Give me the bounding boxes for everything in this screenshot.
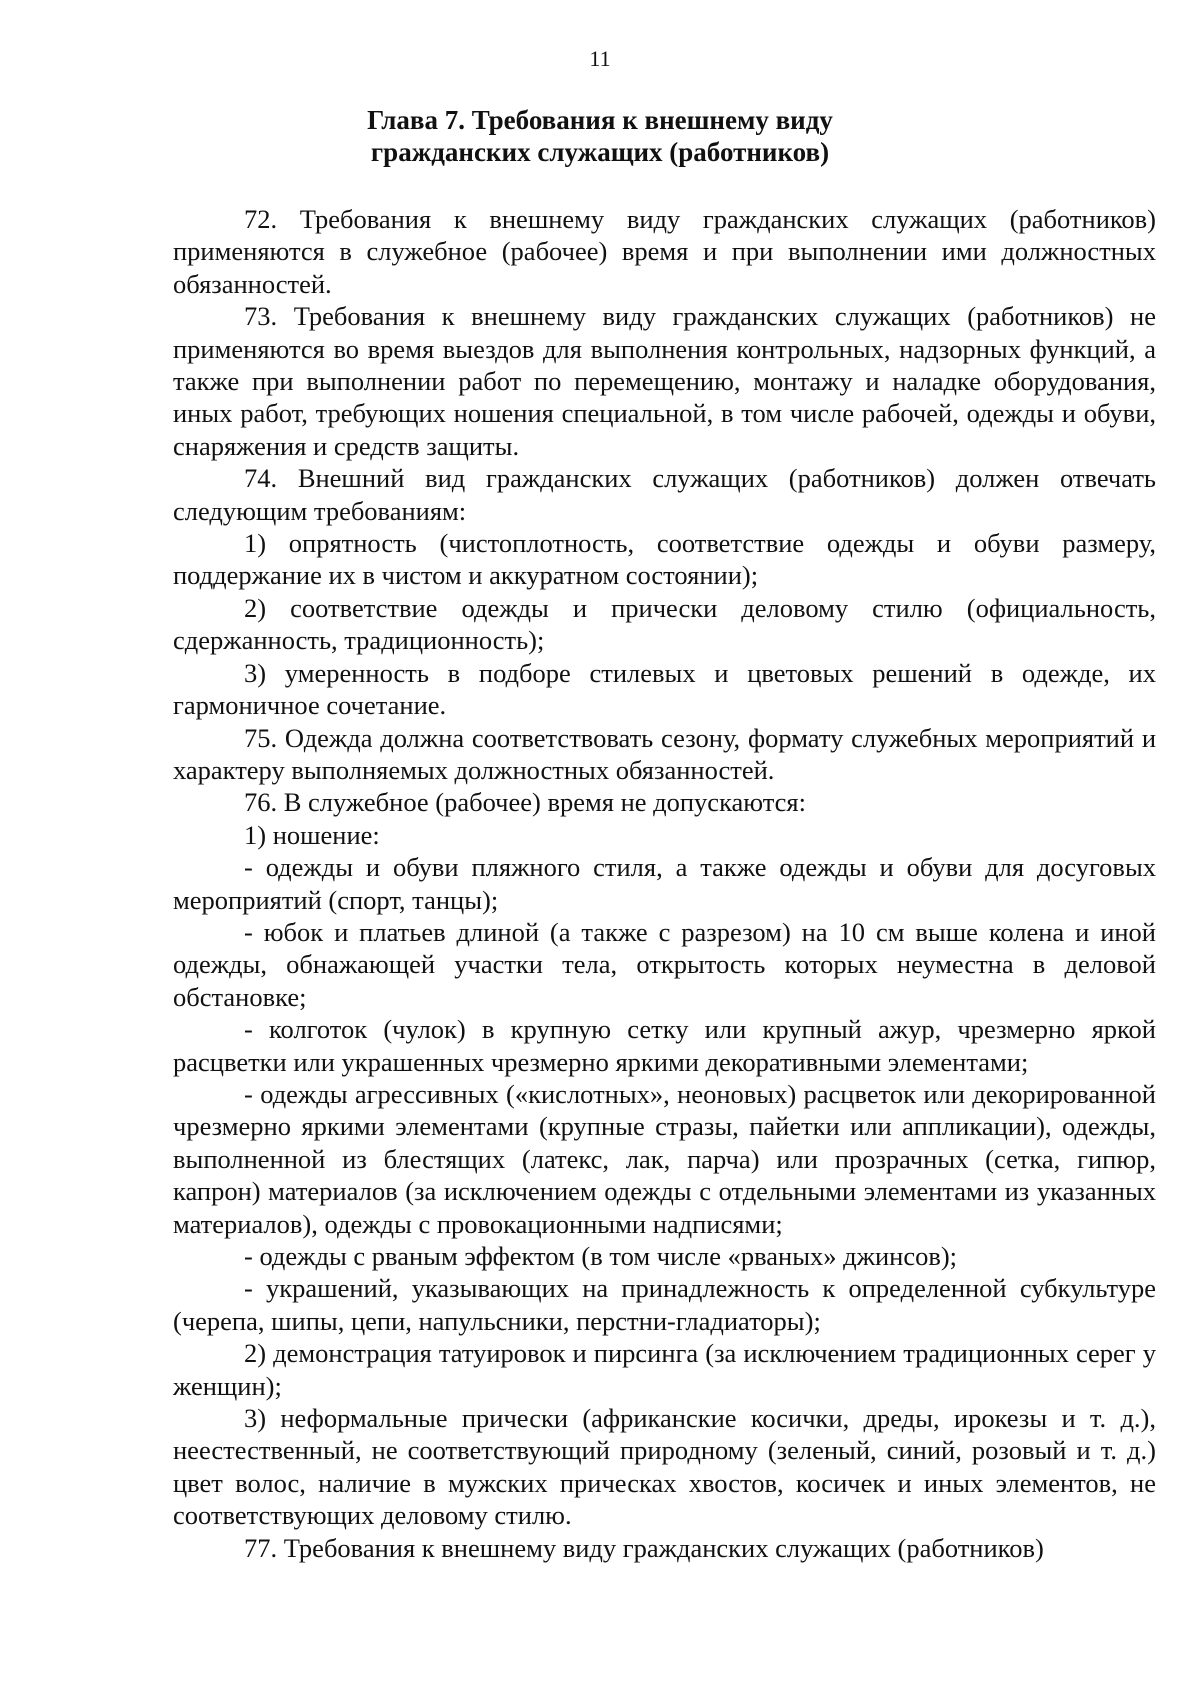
chapter-title-line-2: гражданских служащих (работников) xyxy=(370,137,830,167)
document-body xyxy=(173,203,1156,1564)
paragraph-76-dash-2: - юбок и платьев длиной (а также с разрезом) на 10 см выше колена и иной одежды, обнажающей участки тела, открытость которых неуместна в деловой обстановке; xyxy=(173,916,1156,1012)
paragraph-76-item-2: 2) демонстрация татуировок и пирсинга (за исключением традиционных серег у женщин); xyxy=(173,1338,1156,1401)
paragraph-73: 73. Требования к внешнему виду гражданских служащих (работников) не применяются во время выездов для выполнения контрольных, надзорных функций, а также при выполнении работ по перемещению, монтажу и наладке оборудования, иных работ, требующих ношения специальной, в том числе рабочей, одежды и обуви, снаряжения и средств защиты. xyxy=(173,301,1156,461)
paragraph-76-item-1: 1) ношение: xyxy=(244,819,380,850)
paragraph-74-item-1: 1) опрятность (чистоплотность, соответствие одежды и обуви размеру, поддержание их в чистом и аккуратном состоянии); xyxy=(173,528,1156,591)
chapter-title-line-1: Глава 7. Требования к внешнему виду xyxy=(367,105,833,135)
paragraph-76-dash-3: - колготок (чулок) в крупную сетку или крупный ажур, чрезмерно яркой расцветки или украшенных чрезмерно яркими декоративными элементами; xyxy=(173,1014,1156,1077)
paragraph-76-dash-1: - одежды и обуви пляжного стиля, а также одежды и обуви для досуговых мероприятий (спорт, танцы); xyxy=(173,852,1156,915)
paragraph-76: 76. В служебное (рабочее) время не допускаются: xyxy=(244,787,806,818)
paragraph-75: 75. Одежда должна соответствовать сезону, формату служебных мероприятий и характеру выполняемых должностных обязанностей. xyxy=(173,722,1156,785)
paragraph-76-dash-6: - украшений, указывающих на принадлежность к определенной субкультуре (черепа, шипы, цепи, напульсники, перстни-гладиаторы); xyxy=(173,1273,1156,1336)
chapter-title xyxy=(0,104,1200,168)
paragraph-72: 72. Требования к внешнему виду гражданских служащих (работников) применяются в служебное (рабочее) время и при выполнении ими должностных обязанностей. xyxy=(173,204,1156,299)
paragraph-76-dash-5: - одежды с рваным эффектом (в том числе «рваных» джинсов); xyxy=(244,1241,958,1271)
paragraph-76-dash-4: - одежды агрессивных («кислотных», неоновых) расцветок или декорированной чрезмерно яркими элементами (крупные стразы, пайетки или аппликации), одежды, выполненной из блестящих (латекс, лак, парча) или прозрачных (сетка, гипюр, капрон) материалов (за исключением одежды с отдельными элементами из указанных материалов), одежды с провокационными надписями; xyxy=(173,1078,1156,1239)
paragraph-74: 74. Внешний вид гражданских служащих (работников) должен отвечать следующим требованиям: xyxy=(173,463,1156,526)
paragraph-74-item-2: 2) соответствие одежды и прически деловому стилю (официальность, сдержанность, традиционность); xyxy=(173,592,1156,656)
paragraph-76-item-3: 3) неформальные прически (африканские косички, дреды, ирокезы и т. д.), неестественный, не соответствующий природному (зеленый, синий, розовый и т. д.) цвет волос, наличие в мужских прическах хвостов, косичек и иных элементов, не соответствующих деловому стилю. xyxy=(173,1403,1156,1531)
page-number: 11 xyxy=(589,46,611,71)
paragraph-74-item-3: 3) умеренность в подборе стилевых и цветовых решений в одежде, их гармоничное сочетание. xyxy=(173,657,1156,721)
paragraph-77: 77. Требования к внешнему виду гражданских служащих (работников) xyxy=(244,1532,1044,1563)
